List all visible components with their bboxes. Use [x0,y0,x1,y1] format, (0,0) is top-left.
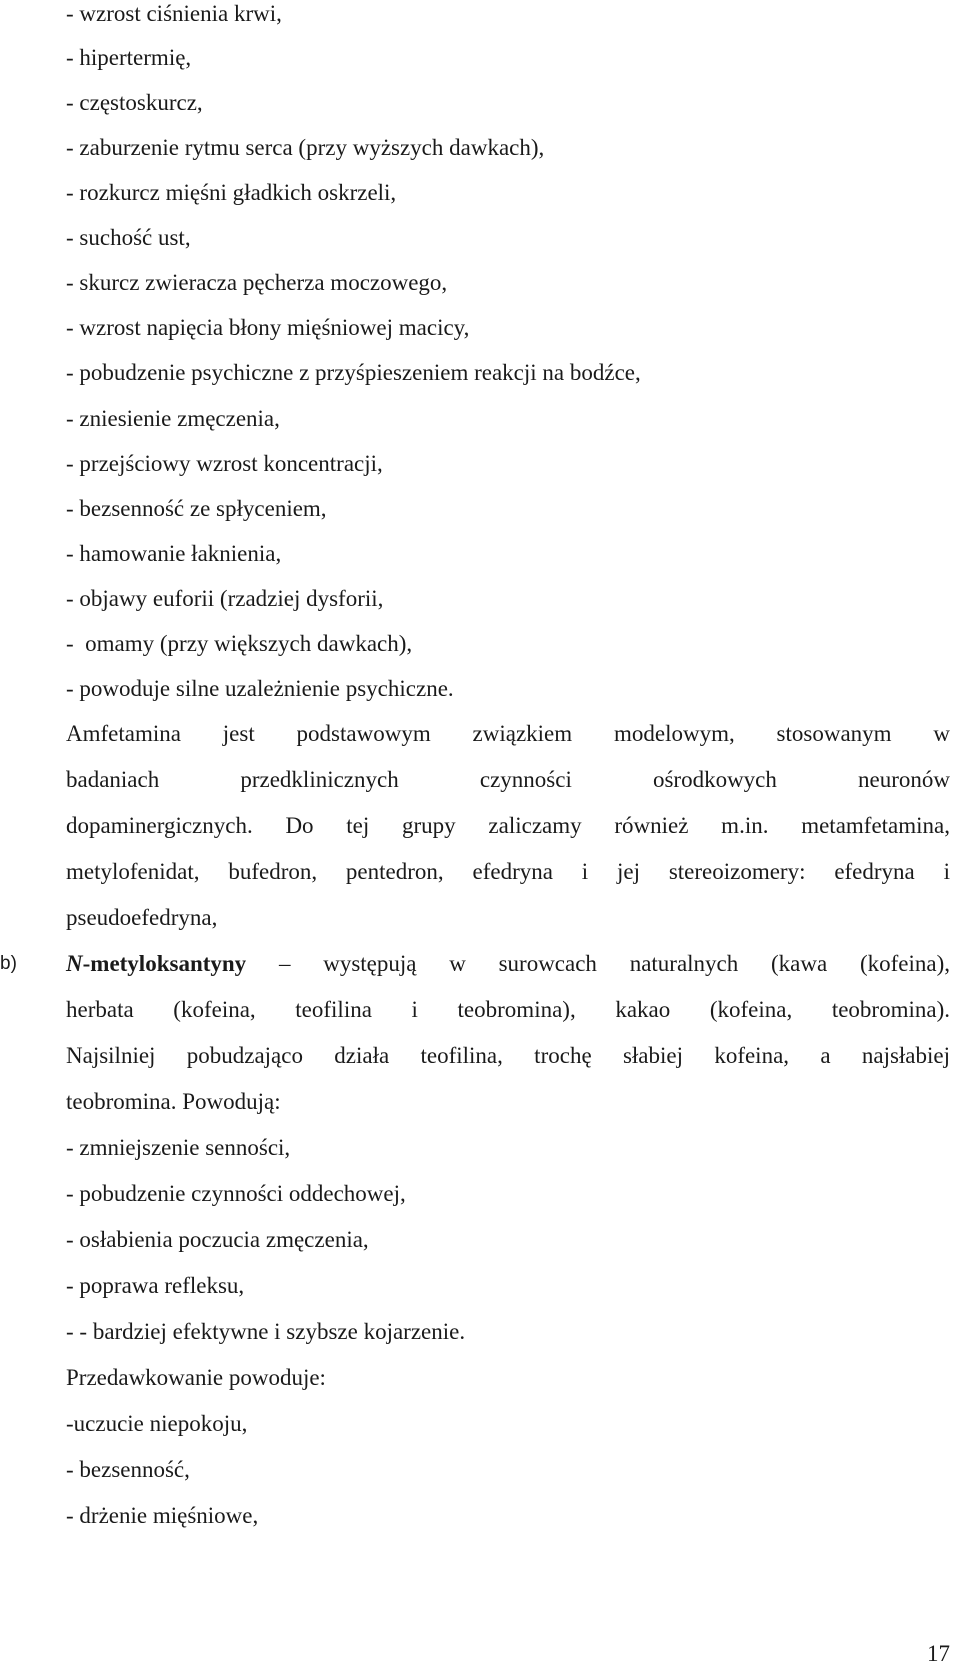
section-term [66,951,246,976]
list-item: - - bardziej efektywne i szybsze kojarzenie. [66,1319,466,1344]
list-item: - przejściowy wzrost koncentracji, [66,451,383,476]
paragraph-line: dopaminergicznych. Do tej grupy zaliczamy również m.in. metamfetamina, [66,813,950,838]
list-item: - pobudzenie psychiczne z przyśpieszeniem reakcji na bodźce, [66,360,641,385]
list-item: - hamowanie łaknienia, [66,541,282,566]
list-item: - rozkurcz mięśni gładkich oskrzeli, [66,180,397,205]
page-number: 17 [927,1641,950,1666]
list-item: - pobudzenie czynności oddechowej, [66,1181,406,1206]
paragraph-line: Amfetamina jest podstawowym związkiem modelowym, stosowanym w [66,721,950,746]
paragraph-line: herbata (kofeina, teofilina i teobromina), kakao (kofeina, teobromina). [66,997,950,1022]
list-item: - częstoskurcz, [66,90,203,115]
list-item: - hipertermię, [66,45,192,70]
paragraph-line: badaniach przedklinicznych czynności ośrodkowych neuronów [66,767,950,792]
list-item: - zmniejszenie senności, [66,1135,291,1160]
list-item: - wzrost ciśnienia krwi, [66,1,282,26]
list-item: - zniesienie zmęczenia, [66,406,280,431]
paragraph-line: teobromina. Powodują: [66,1089,281,1114]
list-item: - powoduje silne uzależnienie psychiczne. [66,676,454,701]
paragraph-line: metylofenidat, bufedron, pentedron, efedryna i jej stereoizomery: efedryna i [66,859,950,884]
list-item: - objawy euforii (rzadziej dysforii, [66,586,384,611]
list-item: - osłabienia poczucia zmęczenia, [66,1227,369,1252]
term-italic-prefix: N [66,951,83,976]
paragraph-line: Najsilniej pobudzająco działa teofilina, trochę słabiej kofeina, a najsłabiej [66,1043,950,1068]
paragraph-line: pseudoefedryna, [66,905,218,930]
section-first-line [66,950,950,978]
list-item: -uczucie niepokoju, [66,1411,248,1436]
term-suffix: -metyloksantyny [82,951,247,976]
section-marker: b) [0,953,17,974]
list-item: - skurcz zwieracza pęcherza moczowego, [66,270,448,295]
list-item: - poprawa refleksu, [66,1273,245,1298]
list-item: Przedawkowanie powoduje: [66,1365,326,1390]
list-item: - bezsenność ze spłyceniem, [66,496,327,521]
list-item: - bezsenność, [66,1457,190,1482]
list-item: - drżenie mięśniowe, [66,1503,259,1528]
list-item: - omamy (przy większych dawkach), [66,631,413,656]
list-item: - wzrost napięcia błony mięśniowej macicy, [66,315,470,340]
section-first-line-text: – występują w surowcach naturalnych (kawa (kofeina), [246,951,950,976]
list-item: - suchość ust, [66,225,191,250]
list-item: - zaburzenie rytmu serca (przy wyższych dawkach), [66,135,545,160]
